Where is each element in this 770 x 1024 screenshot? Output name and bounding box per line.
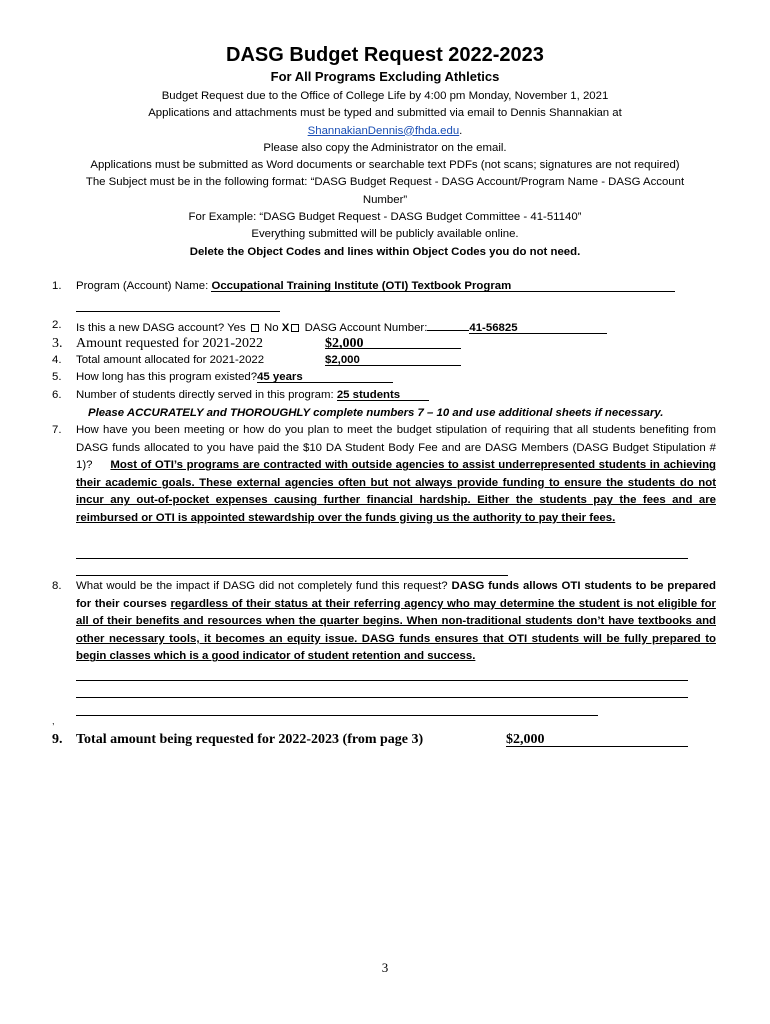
- new-account-question: Is this a new DASG account? Yes: [76, 322, 246, 334]
- blank-line: [76, 558, 688, 559]
- item-number: 6.: [52, 389, 62, 401]
- impact-question: What would be the impact if DASG did not completely fund this request?: [76, 580, 448, 592]
- deadline-line: Budget Request due to the Office of College Life by 4:00 pm Monday, November 1, 2021: [161, 90, 609, 102]
- item-number: 5.: [52, 371, 62, 383]
- blank-line: [76, 575, 508, 576]
- subject-line-a: The Subject must be in the following format: “DASG Budget Request - DASG Account/Program Name - DASG Account: [85, 176, 685, 189]
- stipulation-answer[interactable]: Most of OTI’s programs are contracted with outside agencies to assist underrepresented students in achieving their academic goals. These external agencies often but not always provide funding to ensure the students do not incur any out-of-pocket expenses causing further financial hardship. Either the students pay the fees and are reimbursed or OTI is appointed stewardship over the funds giving us the authority to pay their fees.: [76, 459, 716, 524]
- account-number-label: DASG Account Number:: [304, 322, 428, 334]
- item-label: Total amount being requested for 2022-2023 (from page 3): [76, 732, 424, 747]
- account-number-value[interactable]: 41-56825: [469, 320, 607, 334]
- blank-line: [76, 697, 688, 698]
- email-line: [40, 123, 730, 140]
- students-served-value[interactable]: 25 students: [337, 387, 429, 401]
- format-line: Applications must be submitted as Word documents or searchable text PDFs (not scans; signatures are not required): [90, 159, 680, 172]
- item-number: 1.: [52, 280, 62, 292]
- public-line: Everything submitted will be publicly available online.: [251, 228, 519, 241]
- item-8-number: 8.: [52, 580, 62, 592]
- blank-line: [76, 680, 688, 681]
- item-label: Number of students directly served in this program:: [76, 389, 334, 401]
- instructions-block: [40, 88, 730, 261]
- page-number: 3: [381, 960, 389, 975]
- program-name-value[interactable]: Occupational Training Institute (OTI) Textbook Program: [211, 278, 675, 292]
- item-number: 2.: [52, 319, 62, 331]
- impact-answer[interactable]: regardless of their status at their referring agency who may determine the student is not eligible for all of their benefits and resources when the quarter begins. When non-traditional students don’t have textbooks and other necessary tools, it becomes an equity issue. DASG funds ensures that OTI students will be fully prepared to begin classes which is a good indicator of student retention and success.: [76, 597, 716, 663]
- email-period: .: [459, 124, 463, 137]
- total-requested-value[interactable]: $2,000: [506, 731, 688, 747]
- item-label: Program (Account) Name:: [76, 280, 212, 292]
- instruction-note: Please ACCURATELY and THOROUGHLY complete numbers 7 – 10 and use additional sheets if necessary.: [88, 407, 664, 419]
- blank-line: [76, 715, 598, 716]
- copy-admin-line: Please also copy the Administrator on the email.: [263, 141, 507, 154]
- stipulation-question: How have you been meeting or how do you plan to meet the budget stipulation of requiring that all students benefiting from DASG funds allocated to you have paid the $10 DA Student Body Fee and are DASG Members (DASG Budget Stipulation # 1)?: [76, 424, 716, 472]
- program-age-value[interactable]: 45 years: [257, 369, 393, 383]
- item-number: 3.: [52, 336, 63, 351]
- item-number: 9.: [52, 732, 63, 747]
- blank-line: [76, 311, 280, 312]
- item-7-number: 7.: [52, 424, 62, 436]
- page-title: DASG Budget Request 2022-2023: [226, 44, 544, 66]
- delete-codes-line: Delete the Object Codes and lines within Object Codes you do not need.: [189, 245, 581, 258]
- item-7: [76, 422, 716, 528]
- example-line: For Example: “DASG Budget Request - DASG Budget Committee - 41-51140”: [188, 211, 582, 224]
- item-number: 4.: [52, 354, 62, 366]
- page-subtitle: For All Programs Excluding Athletics: [270, 69, 500, 84]
- no-mark: X: [281, 322, 290, 334]
- item-label: Amount requested for 2021-2022: [76, 336, 264, 351]
- item-label: How long has this program existed?: [76, 371, 258, 383]
- stray-mark: ,: [52, 716, 55, 726]
- email-link[interactable]: ShannakianDennis@fhda.edu: [307, 124, 460, 137]
- amount-allocated-value[interactable]: $2,000: [325, 352, 461, 366]
- item-8: [76, 578, 716, 666]
- no-checkbox[interactable]: [291, 324, 299, 332]
- account-blank: [427, 317, 469, 331]
- yes-checkbox[interactable]: [251, 324, 259, 332]
- impact-answer-lead: DASG funds allows OTI students to be prepared for their courses: [76, 580, 716, 610]
- submission-line: Applications and attachments must be typed and submitted via email to Dennis Shannakian at: [148, 107, 622, 120]
- item-label: Total amount allocated for 2021-2022: [76, 354, 265, 366]
- subject-line-b: Number”: [362, 193, 408, 206]
- no-label: No: [264, 322, 279, 334]
- amount-requested-value[interactable]: $2,000: [325, 335, 461, 349]
